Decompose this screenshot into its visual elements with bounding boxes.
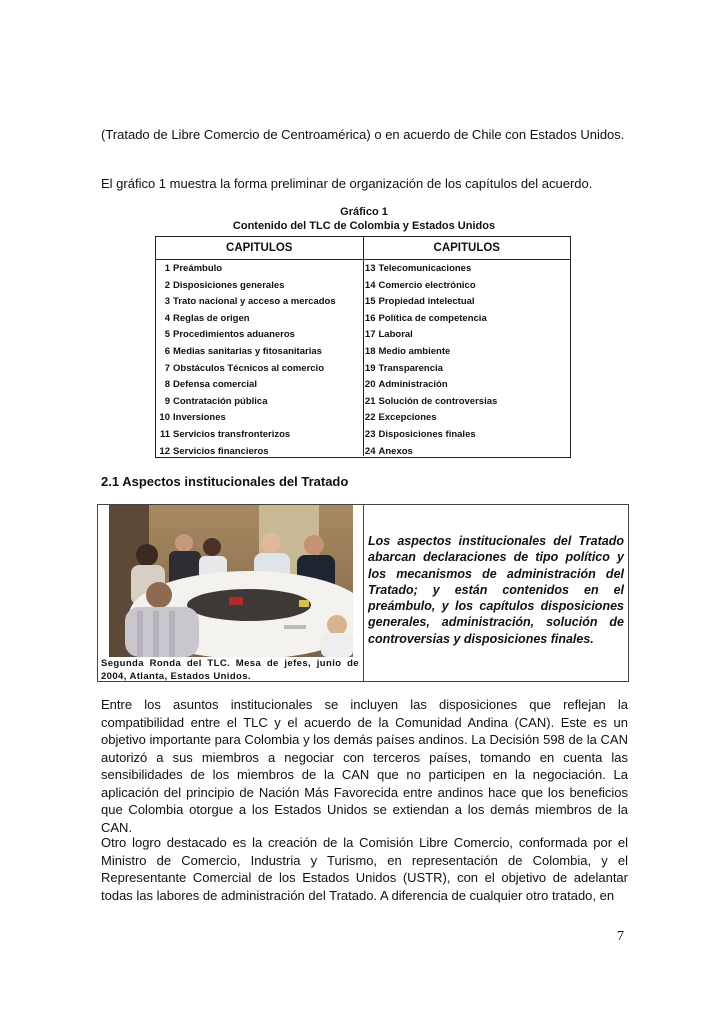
chapter-number: 19 bbox=[364, 362, 376, 374]
chapter-number: 7 bbox=[164, 362, 170, 374]
figure-label: Gráfico 1 bbox=[340, 206, 388, 218]
chapter-row bbox=[156, 327, 363, 344]
chapter-number: 10 bbox=[159, 412, 170, 424]
section-title: 2.1 Aspectos institucionales del Tratado bbox=[101, 474, 349, 489]
chapter-number: 24 bbox=[364, 445, 376, 457]
chapter-number: 20 bbox=[364, 379, 376, 391]
chapter-number: 14 bbox=[364, 279, 376, 291]
chapter-row bbox=[156, 410, 363, 427]
chapter-row bbox=[364, 377, 571, 394]
chapter-number: 8 bbox=[164, 379, 170, 391]
chapter-number: 3 bbox=[164, 296, 170, 308]
chapter-row bbox=[364, 361, 571, 378]
chapter-name: Política de competencia bbox=[378, 312, 487, 324]
chapter-name: Reglas de origen bbox=[173, 312, 250, 324]
chapter-number: 16 bbox=[364, 312, 376, 324]
chapter-row bbox=[156, 444, 363, 461]
chapter-row bbox=[156, 394, 363, 411]
highlight-text: Los aspectos institucionales del Tratado abarcan declaraciones de tipo político y los mecanismos de administración del Tratado; y están contenidos en el preámbulo, y los capítulos disposiciones generales, administración, solución de controversias y disposiciones finales. bbox=[368, 534, 624, 646]
chapter-row bbox=[364, 410, 571, 427]
chapter-number: 22 bbox=[364, 412, 376, 424]
chapter-row bbox=[156, 261, 363, 278]
chapter-row bbox=[156, 278, 363, 295]
chapter-row bbox=[156, 344, 363, 361]
institutional-box bbox=[97, 504, 629, 682]
paragraph-1: Entre los asuntos institucionales se incluyen las disposiciones que reflejan la compatibilidad entre el TLC y el acuerdo de la Comunidad Andina (CAN). Este es un objetivo importante para Colombia y los demás países andinos. La Decisión 598 de la CAN autorizó a sus miembros a negociar con terceros países, tomando en cuenta las sensibilidades de los miembros de la CAN que no participen en la negociación. La aplicación del principio de Nación Más Favorecida entre andinos hace que los beneficios que Colombia otorgue a los Estados Unidos se extiendan a los demás miembros de la CAN. bbox=[101, 697, 628, 835]
chapter-number: 6 bbox=[164, 345, 170, 357]
chapters-table bbox=[155, 236, 571, 458]
chapter-name: Obstáculos Técnicos al comercio bbox=[173, 362, 324, 374]
chart-intro-paragraph: El gráfico 1 muestra la forma preliminar de organización de los capítulos del acuerdo. bbox=[101, 176, 593, 191]
chapter-name: Defensa comercial bbox=[173, 379, 257, 391]
chapter-number: 11 bbox=[159, 428, 170, 440]
chapter-row bbox=[364, 278, 571, 295]
chapter-row bbox=[364, 294, 571, 311]
chapter-number: 18 bbox=[364, 345, 376, 357]
chapter-name: Administración bbox=[378, 379, 448, 391]
chapter-row bbox=[364, 444, 571, 461]
chapter-row bbox=[364, 327, 571, 344]
chapter-row bbox=[156, 311, 363, 328]
chapter-name: Medio ambiente bbox=[378, 345, 451, 357]
chapter-name: Inversiones bbox=[173, 412, 226, 424]
chapter-row bbox=[156, 377, 363, 394]
chapter-number: 15 bbox=[364, 296, 376, 308]
chapter-number: 2 bbox=[164, 279, 170, 291]
page-number: 7 bbox=[617, 929, 624, 944]
photo-cell bbox=[98, 505, 364, 681]
photo-caption: Segunda Ronda del TLC. Mesa de jefes, junio de 2004, Atlanta, Estados Unidos. bbox=[101, 658, 359, 682]
chapter-name: Solución de controversias bbox=[378, 395, 498, 407]
chapter-row bbox=[156, 294, 363, 311]
chapter-row bbox=[364, 344, 571, 361]
chapters-column-left bbox=[156, 260, 364, 456]
chapter-name: Anexos bbox=[378, 445, 413, 457]
chapter-row bbox=[364, 427, 571, 444]
paragraph-2: Otro logro destacado es la creación de la Comisión Libre Comercio, conformada por el Ministro de Comercio, Industria y Turismo, en representación de Colombia, y el Representante Comercial de los Estados Unidos (USTR), con el objetivo de adelantar todas las labores de administración del Tratado. A diferencia de cualquier otro tratado, en bbox=[101, 835, 628, 903]
meeting-photo bbox=[109, 505, 353, 657]
chapter-row bbox=[156, 361, 363, 378]
chapter-number: 21 bbox=[364, 395, 376, 407]
chapter-number: 23 bbox=[364, 428, 376, 440]
chapter-number: 4 bbox=[164, 312, 170, 324]
chapter-name: Excepciones bbox=[378, 412, 437, 424]
chapter-name: Comercio electrónico bbox=[378, 279, 476, 291]
chapter-name: Telecomunicaciones bbox=[378, 263, 472, 274]
chapter-row bbox=[156, 427, 363, 444]
chapter-number: 5 bbox=[164, 329, 170, 341]
chapters-header bbox=[156, 237, 570, 260]
chapter-number: 1 bbox=[164, 263, 170, 274]
chapters-header-left: CAPITULOS bbox=[156, 237, 364, 259]
chapters-column-right bbox=[364, 260, 571, 456]
chapter-name: Transparencia bbox=[378, 362, 443, 374]
intro-paragraph: (Tratado de Libre Comercio de Centroamérica) o en acuerdo de Chile con Estados Unidos. bbox=[101, 127, 625, 142]
chapter-name: Medias sanitarias y fitosanitarias bbox=[173, 345, 322, 357]
chapter-name: Laboral bbox=[378, 329, 413, 341]
chapter-row bbox=[364, 394, 571, 411]
chapter-name: Disposiciones finales bbox=[378, 428, 476, 440]
chapters-header-right: CAPITULOS bbox=[433, 242, 500, 254]
chapter-name: Preámbulo bbox=[173, 263, 223, 274]
chapter-row bbox=[364, 311, 571, 328]
chapter-name: Servicios transfronterizos bbox=[173, 428, 291, 440]
chapter-row bbox=[364, 261, 571, 278]
chapter-number: 9 bbox=[164, 395, 170, 407]
chapter-number: 13 bbox=[364, 263, 376, 274]
chapter-name: Contratación pública bbox=[173, 395, 268, 407]
chapter-name: Disposiciones generales bbox=[173, 279, 285, 291]
chapter-name: Propiedad intelectual bbox=[378, 296, 475, 308]
chapter-name: Procedimientos aduaneros bbox=[173, 329, 295, 341]
chapter-number: 12 bbox=[159, 445, 170, 457]
chapter-name: Trato nacional y acceso a mercados bbox=[173, 296, 336, 308]
chapter-name: Servicios financieros bbox=[173, 445, 269, 457]
figure-title: Contenido del TLC de Colombia y Estados Unidos bbox=[232, 220, 496, 232]
chapter-number: 17 bbox=[364, 329, 376, 341]
